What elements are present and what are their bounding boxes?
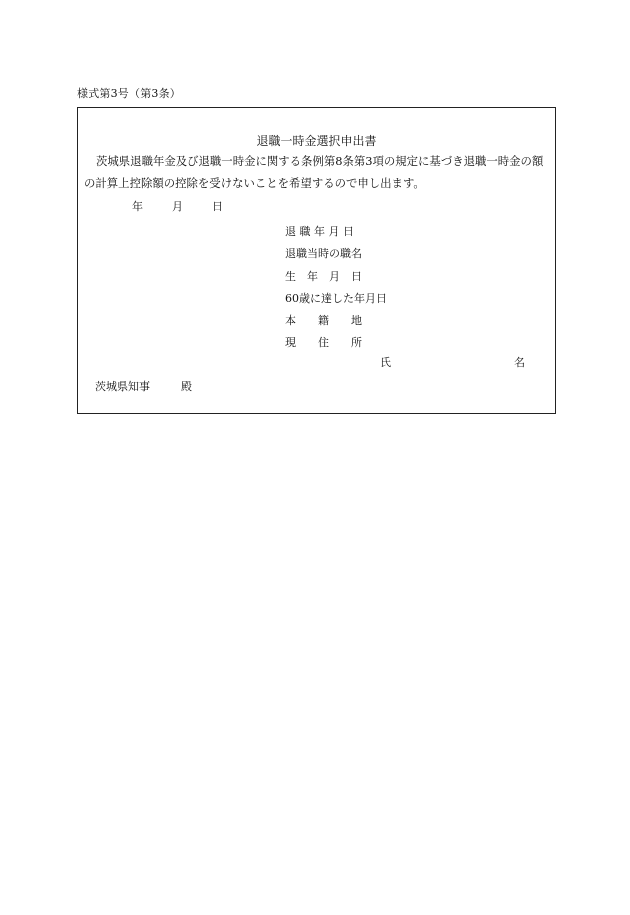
date-line — [132, 198, 223, 214]
form-number: 様式第3号（第3条） — [77, 87, 181, 100]
form-body-text: 茨城県退職年金及び退職一時金に関する条例第8条第3項の規定に基づき退職一時金の額の計算上控除額の控除を受けないことを希望するので申し出ます。 — [84, 154, 544, 190]
field-date-reached-60: 60歳に達した年月日 — [285, 291, 387, 305]
addressee-honorific: 殿 — [181, 380, 192, 393]
date-day-label: 日 — [212, 200, 223, 213]
field-current-address: 現 住 所 — [285, 336, 362, 350]
form-title: 退職一時金選択申出書 — [256, 134, 377, 148]
name-shi-label: 氏 — [380, 356, 391, 369]
field-registered-domicile: 本 籍 地 — [285, 314, 362, 328]
form-frame — [77, 107, 556, 414]
field-job-title-at-retirement: 退職当時の職名 — [285, 247, 362, 261]
addressee-governor: 茨城県知事 — [95, 380, 150, 393]
addressee — [95, 378, 192, 394]
date-month-label: 月 — [172, 200, 183, 213]
date-year-label: 年 — [132, 200, 143, 213]
applicant-fields — [285, 221, 387, 355]
name-row — [380, 354, 525, 370]
field-retirement-date: 退 職 年 月 日 — [285, 225, 354, 238]
field-birth-date: 生 年 月 日 — [285, 269, 362, 283]
name-mei-label: 名 — [514, 356, 525, 369]
